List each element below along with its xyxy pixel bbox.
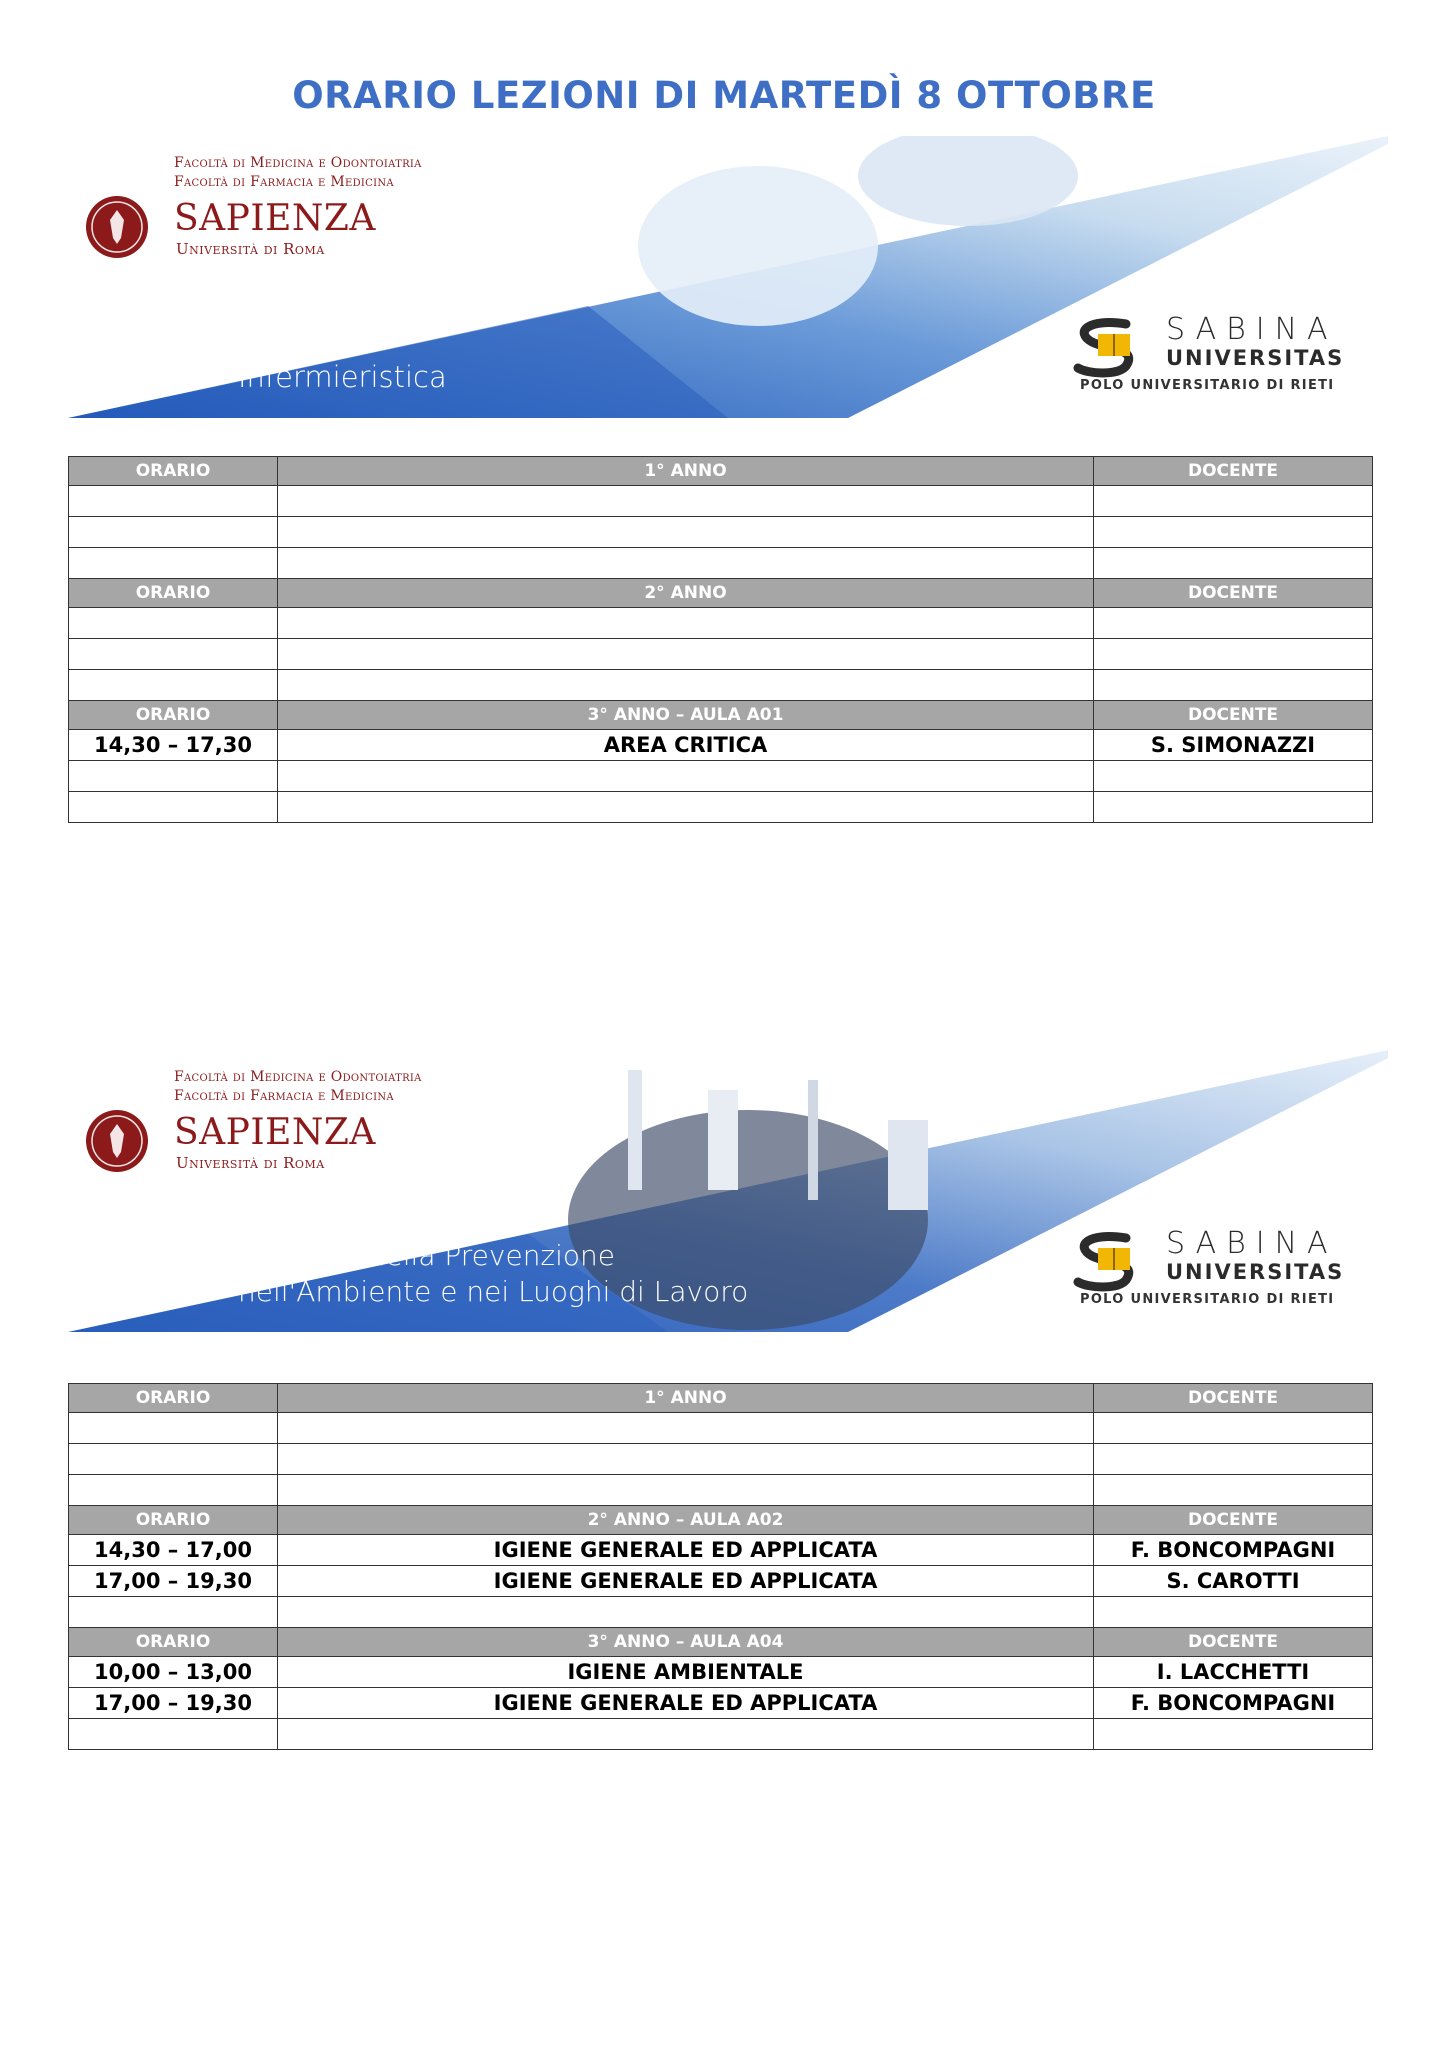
header-teacher: DOCENTE bbox=[1094, 457, 1373, 486]
header-time: ORARIO bbox=[69, 579, 278, 608]
cell-teacher bbox=[1094, 1597, 1373, 1628]
table-row bbox=[69, 1657, 1373, 1688]
cell-time: 14,30 – 17,00 bbox=[69, 1535, 278, 1566]
banner-infermieristica bbox=[68, 136, 1388, 418]
section-header bbox=[69, 1384, 1373, 1413]
partner-name: SABINA bbox=[1166, 312, 1338, 347]
cell-time bbox=[69, 1475, 278, 1506]
cell-teacher bbox=[1094, 608, 1373, 639]
course-line: nell'Ambiente e nei Luoghi di Lavoro bbox=[238, 1275, 749, 1308]
cell-teacher bbox=[1094, 792, 1373, 823]
cell-time bbox=[69, 792, 278, 823]
table-row bbox=[69, 792, 1373, 823]
cell-time: 17,00 – 19,30 bbox=[69, 1566, 278, 1597]
sapienza-seal-icon bbox=[84, 194, 150, 260]
table-row bbox=[69, 1688, 1373, 1719]
cell-time bbox=[69, 1719, 278, 1750]
header-year: 3° ANNO – AULA A04 bbox=[278, 1628, 1094, 1657]
table-row bbox=[69, 486, 1373, 517]
sabina-book-icon bbox=[1068, 312, 1166, 378]
cell-subject: IGIENE GENERALE ED APPLICATA bbox=[278, 1566, 1094, 1597]
header-teacher: DOCENTE bbox=[1094, 579, 1373, 608]
cell-teacher bbox=[1094, 639, 1373, 670]
course-name bbox=[238, 360, 447, 394]
cell-time: 14,30 – 17,30 bbox=[69, 730, 278, 761]
sapienza-seal-icon bbox=[84, 1108, 150, 1174]
cell-time: 10,00 – 13,00 bbox=[69, 1657, 278, 1688]
cell-teacher: F. BONCOMPAGNI bbox=[1094, 1688, 1373, 1719]
table-row bbox=[69, 1597, 1373, 1628]
header-time: ORARIO bbox=[69, 1384, 278, 1413]
cell-teacher bbox=[1094, 517, 1373, 548]
header-time: ORARIO bbox=[69, 701, 278, 730]
sabina-universitas-logo bbox=[1068, 312, 1368, 402]
sabina-universitas-logo bbox=[1068, 1226, 1368, 1316]
cell-time bbox=[69, 486, 278, 517]
header-year: 3° ANNO – AULA A01 bbox=[278, 701, 1094, 730]
header-year: 1° ANNO bbox=[278, 457, 1094, 486]
cell-time bbox=[69, 608, 278, 639]
partner-tagline: POLO UNIVERSITARIO DI RIETI bbox=[1080, 378, 1335, 393]
faculty-line-1: Facoltà di Medicina e Odontoiatria bbox=[174, 1069, 422, 1085]
header-time: ORARIO bbox=[69, 457, 278, 486]
course-name bbox=[238, 1238, 748, 1310]
cell-subject bbox=[278, 670, 1094, 701]
cell-time bbox=[69, 1413, 278, 1444]
cell-subject bbox=[278, 1597, 1094, 1628]
cell-subject bbox=[278, 517, 1094, 548]
cell-time bbox=[69, 1444, 278, 1475]
header-year: 2° ANNO bbox=[278, 579, 1094, 608]
university-name: SAPIENZA bbox=[174, 198, 376, 239]
cell-teacher bbox=[1094, 670, 1373, 701]
header-teacher: DOCENTE bbox=[1094, 701, 1373, 730]
table-row bbox=[69, 1444, 1373, 1475]
cell-time bbox=[69, 1597, 278, 1628]
partner-subtitle: UNIVERSITAS bbox=[1166, 346, 1345, 370]
sabina-book-icon bbox=[1068, 1226, 1166, 1292]
cell-teacher: I. LACCHETTI bbox=[1094, 1657, 1373, 1688]
cell-teacher: S. CAROTTI bbox=[1094, 1566, 1373, 1597]
header-teacher: DOCENTE bbox=[1094, 1384, 1373, 1413]
table-row bbox=[69, 761, 1373, 792]
header-teacher: DOCENTE bbox=[1094, 1628, 1373, 1657]
header-time: ORARIO bbox=[69, 1628, 278, 1657]
banner-tecniche-prevenzione bbox=[68, 1050, 1388, 1332]
cell-subject bbox=[278, 486, 1094, 517]
cell-subject: IGIENE GENERALE ED APPLICATA bbox=[278, 1688, 1094, 1719]
section-header bbox=[69, 1506, 1373, 1535]
section-header bbox=[69, 579, 1373, 608]
cell-subject: IGIENE GENERALE ED APPLICATA bbox=[278, 1535, 1094, 1566]
partner-tagline: POLO UNIVERSITARIO DI RIETI bbox=[1080, 1292, 1335, 1307]
partner-subtitle: UNIVERSITAS bbox=[1166, 1260, 1345, 1284]
cell-teacher: F. BONCOMPAGNI bbox=[1094, 1535, 1373, 1566]
section-header bbox=[69, 457, 1373, 486]
table-row bbox=[69, 517, 1373, 548]
university-name: SAPIENZA bbox=[174, 1112, 376, 1153]
table-row bbox=[69, 1413, 1373, 1444]
cell-teacher bbox=[1094, 1444, 1373, 1475]
course-line: Infermieristica bbox=[238, 360, 447, 394]
cell-subject bbox=[278, 1475, 1094, 1506]
table-row bbox=[69, 730, 1373, 761]
table-row bbox=[69, 1719, 1373, 1750]
table-row bbox=[69, 548, 1373, 579]
cell-subject bbox=[278, 1444, 1094, 1475]
cell-subject bbox=[278, 608, 1094, 639]
cell-teacher bbox=[1094, 761, 1373, 792]
faculty-names bbox=[174, 1068, 422, 1106]
cell-teacher bbox=[1094, 1475, 1373, 1506]
faculty-line-2: Facoltà di Farmacia e Medicina bbox=[174, 174, 394, 190]
table-row bbox=[69, 670, 1373, 701]
section-header bbox=[69, 701, 1373, 730]
table-row bbox=[69, 608, 1373, 639]
faculty-line-2: Facoltà di Farmacia e Medicina bbox=[174, 1088, 394, 1104]
header-time: ORARIO bbox=[69, 1506, 278, 1535]
cell-subject bbox=[278, 792, 1094, 823]
faculty-line-1: Facoltà di Medicina e Odontoiatria bbox=[174, 155, 422, 171]
schedule-table-tecniche-prevenzione bbox=[68, 1383, 1373, 1750]
cell-time bbox=[69, 517, 278, 548]
table-row bbox=[69, 639, 1373, 670]
cell-subject: IGIENE AMBIENTALE bbox=[278, 1657, 1094, 1688]
header-year: 1° ANNO bbox=[278, 1384, 1094, 1413]
header-teacher: DOCENTE bbox=[1094, 1506, 1373, 1535]
cell-time: 17,00 – 19,30 bbox=[69, 1688, 278, 1719]
schedule-table-infermieristica bbox=[68, 456, 1373, 823]
cell-subject bbox=[278, 1413, 1094, 1444]
cell-teacher bbox=[1094, 1413, 1373, 1444]
cell-subject bbox=[278, 548, 1094, 579]
university-subtitle: Università di Roma bbox=[176, 240, 325, 258]
page-title: ORARIO LEZIONI DI MARTEDÌ 8 OTTOBRE bbox=[292, 74, 1156, 117]
table-row bbox=[69, 1535, 1373, 1566]
table-row bbox=[69, 1566, 1373, 1597]
cell-time bbox=[69, 670, 278, 701]
cell-subject: AREA CRITICA bbox=[278, 730, 1094, 761]
cell-teacher bbox=[1094, 1719, 1373, 1750]
university-subtitle: Università di Roma bbox=[176, 1154, 325, 1172]
section-header bbox=[69, 1628, 1373, 1657]
cell-teacher bbox=[1094, 486, 1373, 517]
cell-subject bbox=[278, 761, 1094, 792]
table-row bbox=[69, 1475, 1373, 1506]
header-year: 2° ANNO – AULA A02 bbox=[278, 1506, 1094, 1535]
partner-name: SABINA bbox=[1166, 1226, 1338, 1261]
cell-time bbox=[69, 761, 278, 792]
course-line: Tecniche della Prevenzione bbox=[238, 1239, 616, 1272]
cell-time bbox=[69, 548, 278, 579]
cell-subject bbox=[278, 639, 1094, 670]
cell-time bbox=[69, 639, 278, 670]
cell-teacher: S. SIMONAZZI bbox=[1094, 730, 1373, 761]
cell-teacher bbox=[1094, 548, 1373, 579]
faculty-names bbox=[174, 154, 422, 192]
cell-subject bbox=[278, 1719, 1094, 1750]
